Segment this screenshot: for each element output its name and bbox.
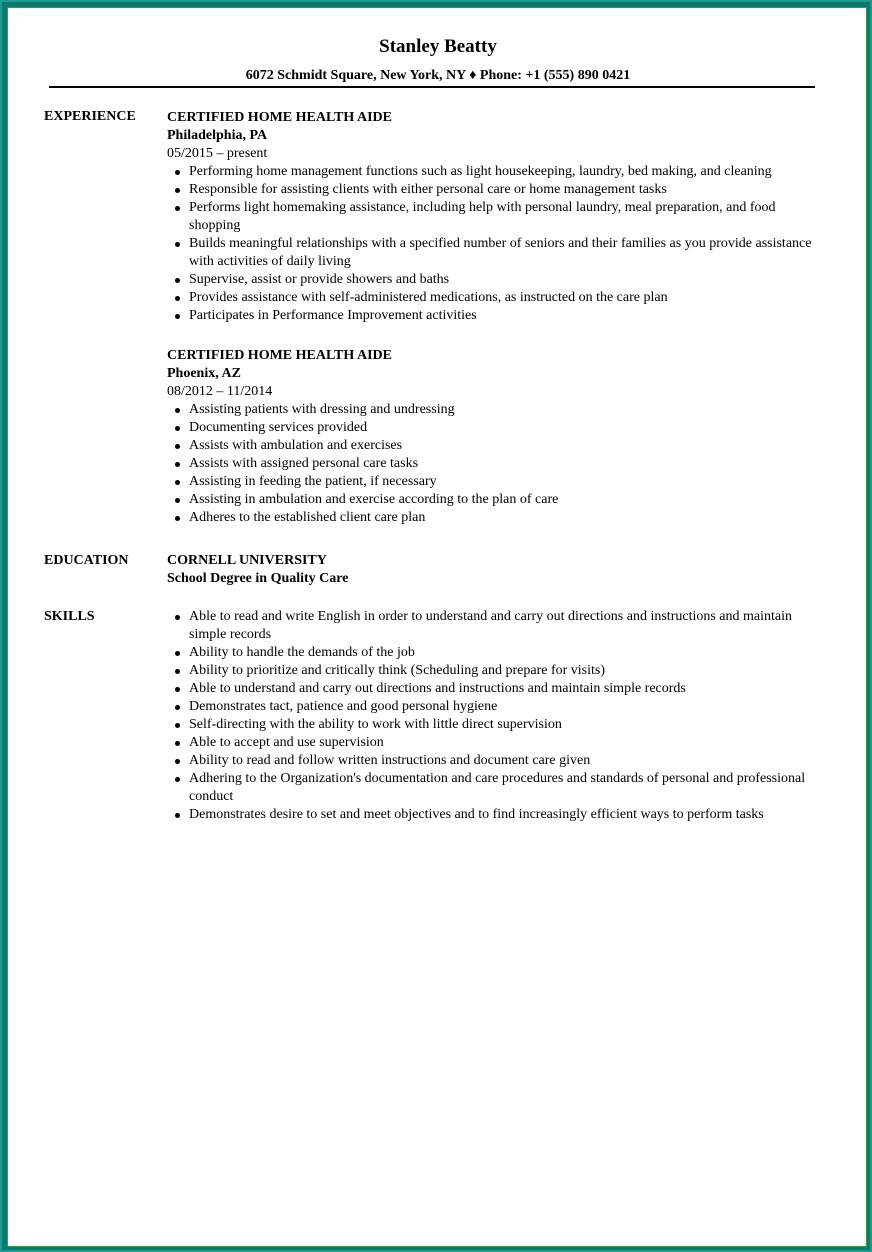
job-location: Philadelphia, PA [167, 128, 268, 143]
candidate-name: Stanley Beatty [379, 36, 497, 57]
skills-list [167, 608, 827, 824]
job-title: CERTIFIED HOME HEALTH AIDE [167, 348, 392, 363]
list-item: Participates in Performance Improvement activities [189, 307, 827, 325]
list-item: Demonstrates desire to set and meet objectives and to find increasingly efficient ways to perform tasks [189, 806, 827, 824]
list-item: Supervise, assist or provide showers and baths [189, 271, 827, 289]
list-item: Ability to read and follow written instructions and document care given [189, 752, 827, 770]
resume-page [7, 7, 867, 1247]
list-item: Adhering to the Organization's documentation and care procedures and standards of personal and professional conduct [189, 770, 827, 806]
job-title: CERTIFIED HOME HEALTH AIDE [167, 110, 392, 125]
job-entry [167, 347, 827, 527]
skills-label: SKILLS [44, 609, 95, 624]
job-bullets [167, 163, 827, 325]
list-item: Documenting services provided [189, 419, 827, 437]
school-name: CORNELL UNIVERSITY [167, 553, 327, 568]
list-item: Able to understand and carry out directions and instructions and maintain simple records [189, 680, 827, 698]
list-item: Ability to prioritize and critically think (Scheduling and prepare for visits) [189, 662, 827, 680]
list-item: Ability to handle the demands of the job [189, 644, 827, 662]
list-item: Able to read and write English in order to understand and carry out directions and instructions and maintain simple records [189, 608, 827, 644]
skills-entry [167, 608, 827, 824]
job-bullets [167, 401, 827, 527]
education-entry [167, 552, 827, 588]
list-item: Provides assistance with self-administered medications, as instructed on the care plan [189, 289, 827, 307]
experience-label: EXPERIENCE [44, 109, 136, 124]
job-entry [167, 109, 827, 325]
list-item: Adheres to the established client care plan [189, 509, 827, 527]
header-divider [49, 86, 815, 88]
list-item: Demonstrates tact, patience and good personal hygiene [189, 698, 827, 716]
list-item: Responsible for assisting clients with either personal care or home management tasks [189, 181, 827, 199]
list-item: Performing home management functions such as light housekeeping, laundry, bed making, and cleaning [189, 163, 827, 181]
job-location: Phoenix, AZ [167, 366, 241, 381]
contact-line: 6072 Schmidt Square, New York, NY ♦ Phone: +1 (555) 890 0421 [245, 68, 631, 83]
list-item: Able to accept and use supervision [189, 734, 827, 752]
education-label: EDUCATION [44, 553, 129, 568]
list-item: Assisting in ambulation and exercise according to the plan of care [189, 491, 827, 509]
list-item: Self-directing with the ability to work with little direct supervision [189, 716, 827, 734]
list-item: Builds meaningful relationships with a specified number of seniors and their families as you provide assistance with activities of daily living [189, 235, 827, 271]
list-item: Assists with assigned personal care tasks [189, 455, 827, 473]
list-item: Assisting in feeding the patient, if necessary [189, 473, 827, 491]
job-dates: 08/2012 – 11/2014 [167, 384, 273, 399]
list-item: Performs light homemaking assistance, including help with personal laundry, meal preparation, and food shopping [189, 199, 827, 235]
list-item: Assists with ambulation and exercises [189, 437, 827, 455]
job-dates: 05/2015 – present [167, 146, 268, 161]
degree-name: School Degree in Quality Care [167, 571, 349, 586]
list-item: Assisting patients with dressing and undressing [189, 401, 827, 419]
